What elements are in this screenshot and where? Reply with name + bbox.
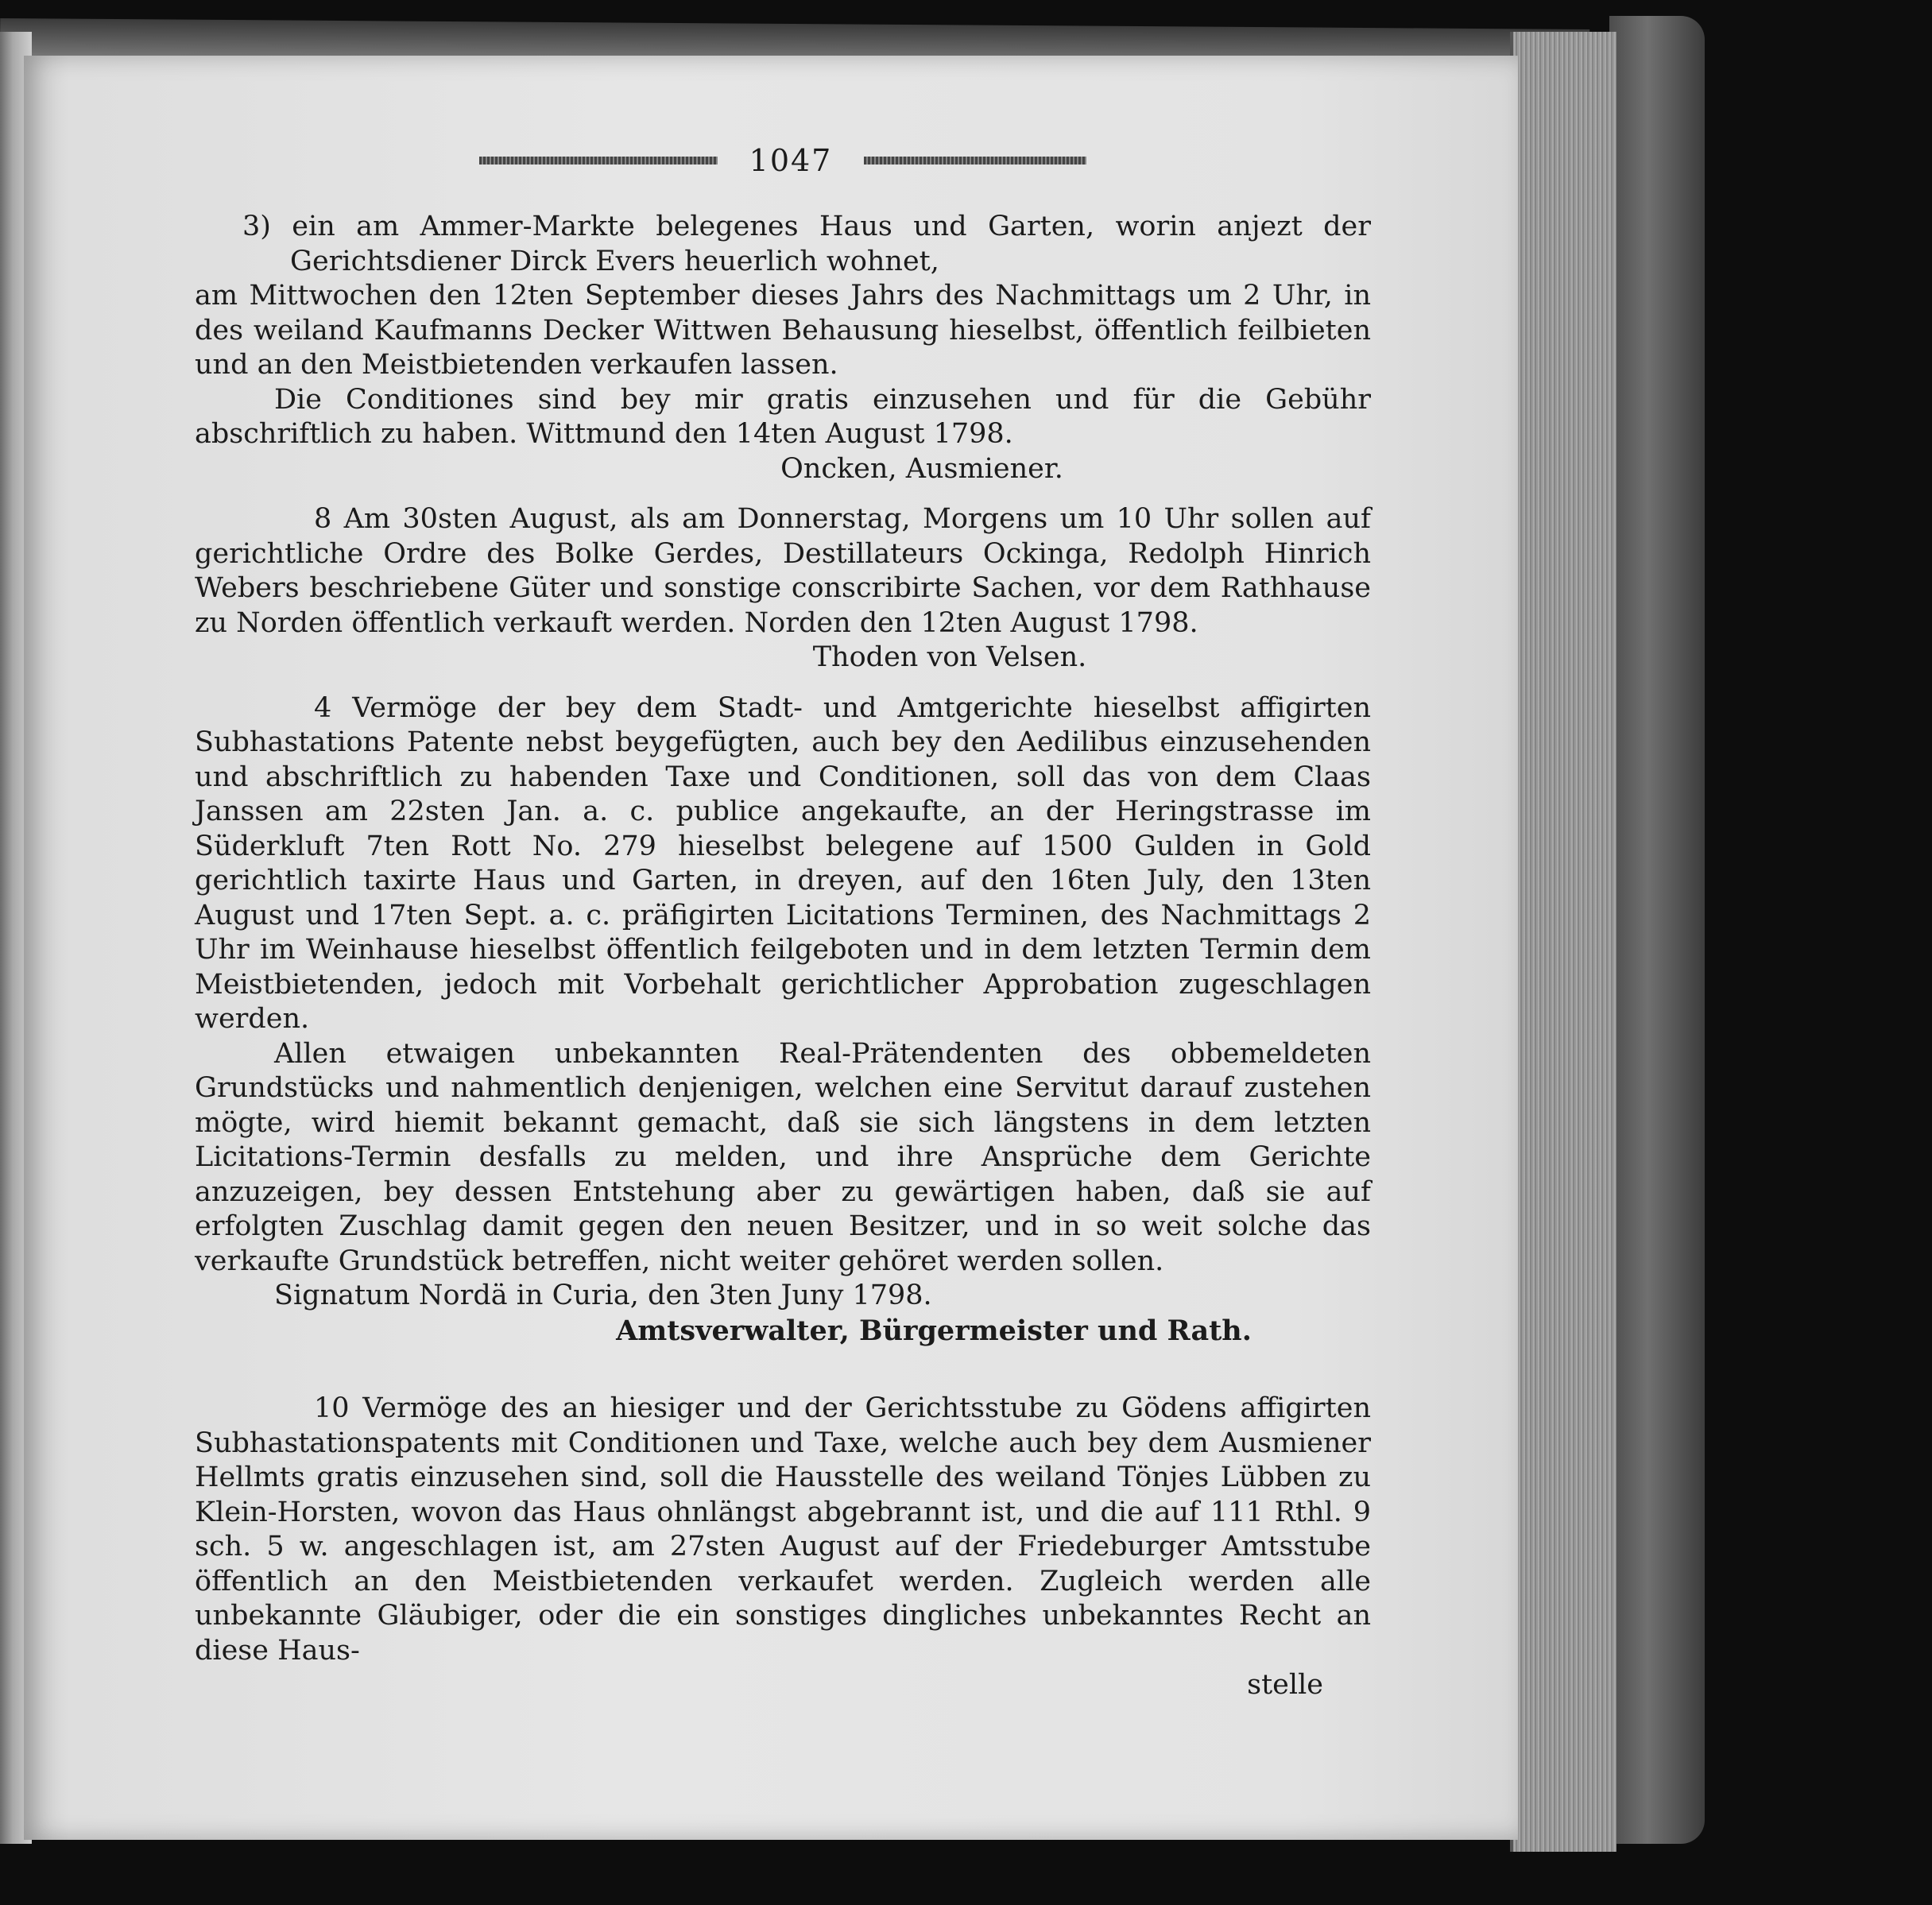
- notice-8-text: 8 Am 30sten August, als am Donnerstag, Morgens um 10 Uhr sollen auf gerichtliche Ordre des Bolke Gerdes, Destillateurs Ockinga, Redolph Hinrich Webers beschriebene Güter und sonstige conscribirte Sachen, vor dem Rathhause zu Norden öffentlich verkauft werden. Norden den 12ten August 1798.: [195, 503, 1371, 639]
- signature-thoden: Thoden von Velsen.: [812, 641, 1087, 673]
- notice-4-text: 4 Vermöge der bey dem Stadt- und Amtgerichte hieselbst affigirten Subhastations Patente nebst beygefügten, auch bey den Aedilibus einzusehenden und abschriftlich zu habenden Taxe und Conditionen, soll das von dem Claas Janssen am 22sten Jan. a. c. publice angekaufte, an der Heringstrasse im Süderkluft 7ten Rott No. 279 hieselbst belegene auf 1500 Gulden in Gold gerichtlich taxirte Haus und Garten, in dreyen, auf den 16ten July, den 13ten August und 17ten Sept. a. c. präfigirten Licitations Terminen, des Nachmittags 2 Uhr im Weinhause hieselbst öffentlich feilgeboten und in dem letzten Termin dem Meistbietenden, jedoch mit Vorbehalt gerichtlicher Approbation zugeschlagen werden.: [195, 691, 1371, 1035]
- page-header: [195, 143, 1371, 178]
- book-cover-right: [1609, 16, 1705, 1844]
- catchword: stelle: [1247, 1669, 1323, 1701]
- notice-4-text-2: Allen etwaigen unbekannten Real-Prätendenten des obbemeldeten Grundstücks und nahmentlich denjenigen, welchen eine Servitut darauf zustehen mögte, wird hiemit bekannt gemacht, daß sie sich längstens in dem letzten Licitations-Termin desfalls zu melden, und ihre Ansprüche dem Gerichte anzuzeigen, bey dessen Entstehung aber zu gewärtigen haben, daß sie auf erfolgten Zuschlag damit gegen den neuen Besitzer, und in so weit solche das verkaufte Grundstück betreffen, nicht weiter gehöret werden sollen.: [195, 1037, 1371, 1277]
- notice-10-text: 10 Vermöge des an hiesiger und der Gerichtsstube zu Gödens affigirten Subhastationspatents mit Conditionen und Taxe, welche auch bey dem Ausmiener Hellmts gratis einzusehen sind, soll die Hausstelle des weiland Tönjes Lübben zu Klein-Horsten, wovon das Haus ohnlängst abgebrannt ist, und die auf 111 Rthl. 9 sch. 5 w. angeschlagen ist, am 27sten August auf der Friedeburger Amtsstube öffentlich an den Meistbietenden verkaufet werden. Zugleich werden alle unbekannte Gläubiger, oder die ein sonstiges dingliches unbekanntes Recht an diese Haus-: [195, 1392, 1371, 1667]
- signature-rath: Amtsverwalter, Bürgermeister und Rath.: [616, 1314, 1252, 1347]
- auction-text: am Mittwochen den 12ten September dieses Jahrs des Nachmittags um 2 Uhr, in des weiland Kaufmanns Decker Wittwen Behausung hieselbst, öffentlich feilbieten und an den Meistbietenden verkaufen lassen.: [195, 280, 1371, 381]
- notice-10: [195, 1392, 1371, 1703]
- header-rule-left: [479, 157, 718, 165]
- page-number: 1047: [749, 143, 833, 178]
- notice-4-dateline: Signatum Nordä in Curia, den 3ten Juny 1798.: [274, 1280, 932, 1311]
- page-text-block: [195, 143, 1371, 1719]
- signature-oncken: Oncken, Ausmiener.: [780, 452, 1063, 485]
- conditions-text: Die Conditiones sind bey mir gratis einzusehen und für die Gebühr abschriftlich zu haben. Wittmund den 14ten August 1798.: [195, 383, 1371, 450]
- page-stack-edge: [1510, 32, 1616, 1852]
- notice-8: [195, 502, 1371, 676]
- notice-item-3: [195, 210, 1371, 486]
- item-3-text: 3) ein am Ammer-Markte belegenes Haus und Garten, worin anjezt der Gerichtsdiener Dirck Evers heuerlich wohnet,: [242, 211, 1371, 277]
- header-rule-right: [864, 157, 1086, 165]
- notice-4: [195, 691, 1371, 1349]
